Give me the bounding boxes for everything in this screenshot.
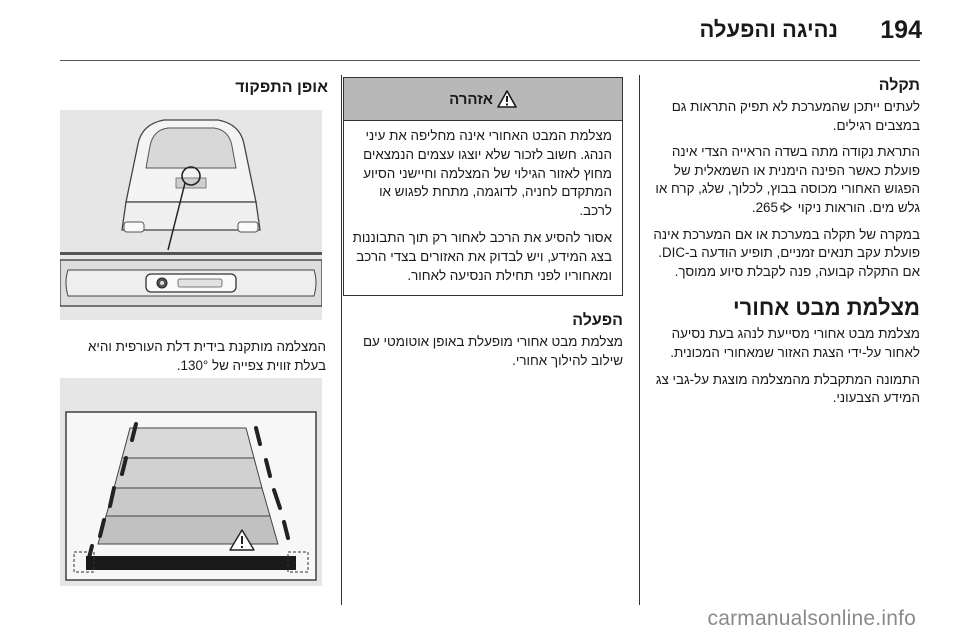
camera-paragraph-1: מצלמת מבט אחורי מסייעת לנהג בעת נסיעה לאחור על-ידי הצגת האזור שמאחורי המכונית. (670, 326, 920, 360)
warning-paragraph-1: מצלמת המבט האחורי אינה מחליפה את עיני הנהג. חשוב לזכור שלא יוצגו עצמים הנמצאים מחוץ לאזור הגילוי של המצלמה וחיישני הסיוע המתקדם לחניה, לדוגמה, מתחת לפגוש או לרכב. (363, 128, 612, 219)
reference-page-number: 265 (755, 199, 778, 215)
activation-paragraph: מצלמת מבט אחורי מופעלת באופן אוטומטי עם שילוב להילוך אחורי. (362, 334, 623, 368)
camera-heading: מצלמת מבט אחורי (732, 295, 920, 321)
function-paragraph: המצלמה מותקנת בידית דלת העורפית והיא בעלת זווית צפייה של 130°. (88, 339, 326, 373)
activation-heading: הפעלה (572, 312, 623, 329)
guide-lines-drawing (60, 378, 322, 586)
header-rule (60, 60, 920, 61)
column-divider-left (341, 75, 342, 605)
warning-paragraph-2: אסור להסיע את הרכב לאחור רק תוך התבוננות בצג המידע, ויש לבדוק את האזורים בצדי הרכב ומאחוריו לפני תחילת הנסיעה לאחור. (352, 229, 612, 283)
column-divider-right (639, 75, 640, 605)
fault-paragraph-1: לעתים ייתכן שהמערכת לא תפיק התראות גם במצבים רגילים. (671, 99, 920, 133)
warning-body (344, 121, 622, 285)
fault-paragraph-2: התראת נקודה מתה בשדה הראייה הצדי אינה פועלת כאשר הפינה הימנית או השמאלית של הפגוש האחורי מכוסה בבוץ, לכלוך, שלג, קרח או גלש מים. הוראות ניקוי 265. (655, 144, 920, 215)
warning-box (343, 77, 623, 296)
display-guide-illustration (60, 378, 322, 586)
left-column-text (60, 338, 326, 375)
middle-column-activation (345, 311, 623, 370)
fault-paragraph-2-text: התראת נקודה מתה בשדה הראייה הצדי אינה פועלת כאשר הפינה הימנית או השמאלית של הפגוש האחורי מכוסה בבוץ, לכלוך, שלג, קרח או גלש מים. הוראות ניקוי (655, 144, 920, 215)
rear-camera-illustration (60, 110, 322, 320)
fault-paragraph-3: במקרה של תקלה במערכת או אם המערכת אינה פועלת עקב תנאים זמניים, תופיע הודעה ב-DIC. אם התקלה קבועה, פנה לקבלת סיוע ממוסך. (653, 226, 920, 279)
reference-arrow-icon (780, 202, 792, 213)
warning-title: אזהרה (449, 90, 493, 108)
camera-paragraph-2: התמונה המתקבלת מהמצלמה מוצגת על-גבי צג המידע הצבעוני. (655, 371, 920, 406)
fault-heading: תקלה (878, 77, 920, 94)
watermark: carmanualsonline.info (707, 607, 916, 630)
car-rear-drawing (60, 110, 322, 320)
left-column-heading-block (60, 78, 328, 98)
warning-header (344, 78, 622, 121)
warning-triangle-icon (497, 90, 517, 108)
right-column (652, 76, 920, 408)
section-title: נהיגה והפעלה (699, 17, 838, 42)
function-heading: אופן התפקוד (235, 79, 328, 96)
page-number: 194 (880, 16, 922, 44)
